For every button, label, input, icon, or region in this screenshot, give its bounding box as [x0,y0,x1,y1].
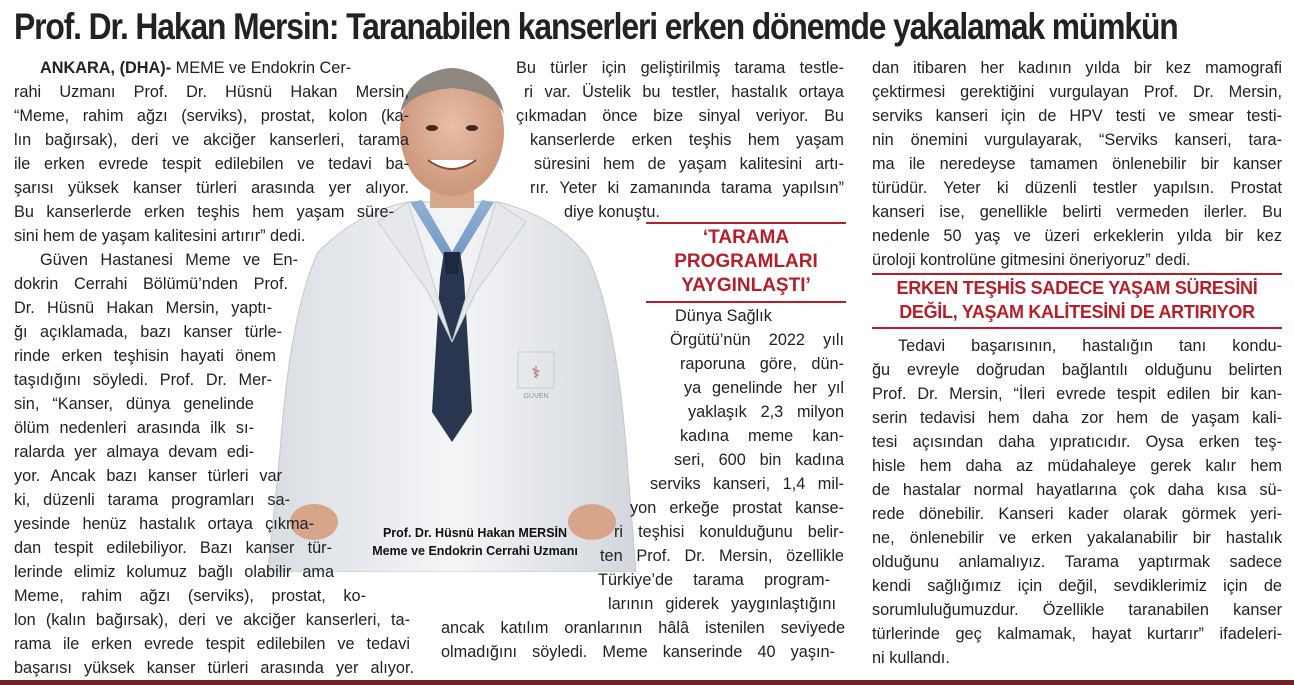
body-line: ölüm nedenleri arasında ilk sı- [14,419,254,437]
body-line: rama ile erken evrede tespit edilebilen ve tedavi [14,635,410,653]
body-line: dan itibaren her kadının yılda bir kez mamografi [872,59,1282,77]
body-line: Türkiye’de tarama program- [598,571,830,589]
body-line: rahi Uzmanı Prof. Dr. Hüsnü Hakan Mersin, [14,83,409,101]
body-line: yaklaşık 2,3 milyon [688,403,844,421]
body-line: serviks kanseri, 1,4 mil- [650,475,844,493]
body-line: yon erkeğe prostat kanse- [630,499,844,517]
body-line: türüdür. Yeter ki düzenli testler yapılsın. Prostat [872,179,1282,197]
body-line: serin tedavisi hem daha zor hem de yaşam kali- [872,409,1282,427]
body-line: ki, düzenli tarama programları sa- [14,491,290,509]
body-line: lon (kalın bağırsak), deri ve akciğer kanserleri, ta- [14,611,410,629]
body-line: üroloji kontrolüne gitmesini öneriyoruz” dedi. [872,251,1191,269]
body-line: tesi açısından daha yıpratıcıdır. Oysa erken teş- [872,433,1282,451]
body-line: süresini hem de yaşam kalitesini artı- [534,155,844,173]
body-line: sorumluluğumuzdur. Özellikle taranabilen kanser [872,601,1282,619]
body-line: “Meme, rahim ağzı (serviks), prostat, kolon (ka- [14,107,409,125]
body-line: başarısı yüksek kanser türleri arasında yer alıyor. [14,659,414,677]
body-line: kanserlerde erken teşhis hem yaşam [530,131,844,149]
body-line: taşıdığını söyledi. Prof. Dr. Mer- [14,371,272,389]
body-line: Prof. Dr. Mersin, “İleri evrede tespit edilen bir kan- [872,385,1282,403]
body-line: sini hem de yaşam kalitesini artırır” dedi. [14,227,306,245]
body-line: rede dönebilir. Kanseri kader olarak görmek yeri- [872,505,1282,523]
body-line: de hastalar normal hayatlarına çok daha kısa sü- [872,481,1282,499]
body-line: şarısı yüksek kanser türleri arasında yer alıyor. [14,179,409,197]
body-line: ten Prof. Dr. Mersin, özellikle [600,547,844,565]
body-line: ğu evreyle doğrudan bağlantılı olduğunu belirten [872,361,1282,379]
body-line: kadına meme kan- [680,427,844,445]
body-line: Örgütü’nün 2022 yılı [670,331,844,349]
body-line: lın bağırsak), deri ve akciğer kanserleri, tarama [14,131,409,149]
body-line: çıkmadan önce bize sinyal veriyor. Bu [516,107,844,125]
body-line: Bu kanserlerde erken teşhis hem yaşam süre- [14,203,394,221]
body-line: Dünya Sağlık [675,307,772,325]
body-line: rır. Yeter ki zamanında tarama yapılsın” [530,179,844,197]
body-line: ğı açıklamada, bazı kanser türle- [14,323,282,341]
body-line: ni kullandı. [872,649,950,667]
body-line: nedenle 50 yaş ve üzeri erkeklerin yılda bir kez [872,227,1282,245]
subhead-rule-top [646,222,846,224]
body-line: olmadığını söyledi. Meme kanserinde 40 yaşın- [441,643,835,661]
subhead-rule-bottom [872,327,1282,329]
lead-line [14,56,409,80]
body-line: sin, “Kanser, dünya genelinde [14,395,254,413]
body-line: Bu türler için geliştirilmiş tarama testle- [516,59,844,77]
photo-caption-title: Meme ve Endokrin Cerrahi Uzmanı [372,544,578,558]
body-line: diye konuştu. [564,203,660,221]
body-line: ma ile neredeyse tamamen önlenebilir bir kanser [872,155,1282,173]
svg-text:GÜVEN: GÜVEN [523,393,549,400]
body-line: Meme, rahim ağzı (serviks), prostat, ko- [14,587,366,605]
body-line: ya genelinde her yıl [684,379,844,397]
body-line: ile erken evrede tespit edilebilen ve tedavi ba- [14,155,409,173]
subhead-line: PROGRAMLARI [674,251,818,272]
subhead-line: ‘TARAMA [702,227,790,248]
body-line: larının giderek yaygınlaştığını [608,595,836,613]
body-line: yor. Ancak bazı kanser türleri var [14,467,282,485]
body-line: kendi sağlığımız için değil, sevdiklerimiz için de [872,577,1282,595]
body-line: ri var. Üstelik bu testler, hastalık ortaya [524,83,844,101]
body-line: ralarda yer almaya devam edi- [14,443,254,461]
body-line: ne, önlenebilir ve erken yakalanabilir bir hastalık [872,529,1282,547]
body-line: Güven Hastanesi Meme ve En- [40,251,298,269]
body-line: lerinde elimiz kolumuz bağlı olabilir ama [14,563,334,581]
body-line: dokrin Cerrahi Bölümü’nden Prof. [14,275,288,293]
body-line: raporuna göre, dün- [680,355,844,373]
subhead-rule-top [872,273,1282,275]
photo-caption-name: Prof. Dr. Hüsnü Hakan MERSİN [382,526,568,540]
body-line: olduğunu anlamalıyız. Tarama yaptırmak sadece [872,553,1282,571]
hospital-logo-icon: ⚕ [531,365,541,382]
body-line: Tedavi başarısının, hastalığın tanı kondu- [898,337,1282,355]
body-line: rinde erken teşhisin hayati önem [14,347,276,365]
body-line: türlerinde geç kalmamak, hayat kurtarır” ifadeleri- [872,625,1282,643]
article-headline: Prof. Dr. Hakan Mersin: Taranabilen kanserleri erken dönemde yakalamak mümkün [14,6,1178,47]
subhead-rule-bottom [646,301,846,303]
body-line: MEME ve Endokrin Cer- [171,59,352,77]
body-line: çektirmesi gerektiğini vurgulayan Prof. Dr. Mersin, [872,83,1282,101]
body-line: dan tespit edilebiliyor. Bazı kanser tür- [14,539,332,557]
body-line: yesinde henüz hastalık ortaya çıkma- [14,515,314,533]
body-line: kanseri ise, genellikle belirti vermeden ilerler. Bu [872,203,1282,221]
body-line: seri, 600 bin kadına [674,451,844,469]
subhead-line: YAYGINLAŞTI’ [681,275,811,296]
body-line: ancak katılım oranlarının hâlâ istenilen seviyede [441,619,845,637]
body-line: nin önemini vurgulayarak, “Serviks kanseri, tara- [872,131,1282,149]
dateline: ANKARA, (DHA)- [40,59,172,77]
subhead-line: ERKEN TEŞHİS SADECE YAŞAM SÜRESİNİ [896,278,1258,298]
body-line: serviks kanseri için de HPV testi ve smear testi- [872,107,1282,125]
body-line: Dr. Hüsnü Hakan Mersin, yaptı- [14,299,272,317]
page-bottom-rule [0,680,1294,685]
subhead-line: DEĞİL, YAŞAM KALİTESİNİ DE ARTIRIYOR [899,302,1255,322]
body-line: hisle hem daha az müdahaleye gerek kalır hem [872,457,1282,475]
body-line: ri teşhisi konulduğunu belir- [614,523,844,541]
